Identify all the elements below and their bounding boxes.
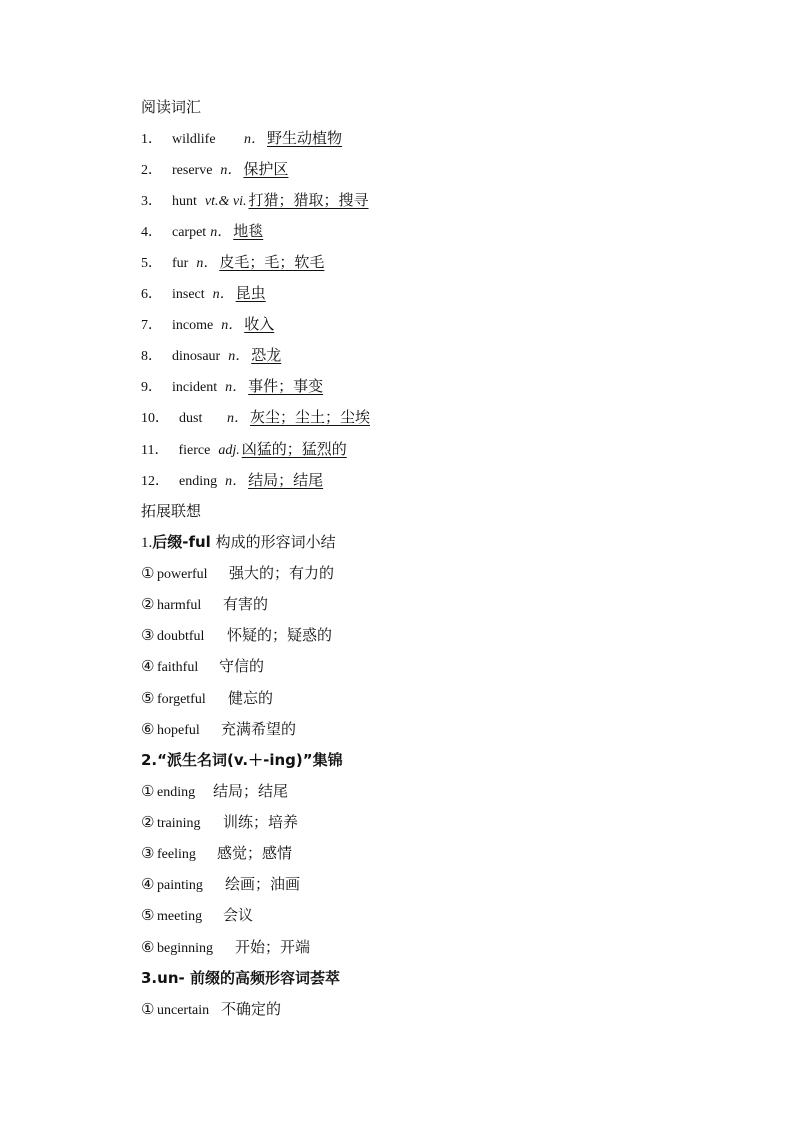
vocab-word: income (172, 318, 214, 333)
item-word: meeting (157, 909, 203, 924)
list-item (141, 654, 264, 678)
vocab-item (141, 343, 281, 367)
group-title-un: 3.un- 前缀的高频形容词荟萃 (141, 969, 340, 987)
vocab-word: wildlife (172, 132, 216, 147)
vocab-word: dinosaur (172, 349, 221, 364)
item-marker: ② (141, 595, 155, 613)
section-title-extension: 拓展联想 (141, 502, 202, 520)
vocab-number: 12． (141, 474, 169, 489)
list-item (141, 841, 292, 865)
item-definition: 训练；培养 (223, 813, 299, 831)
item-definition: 健忘的 (228, 689, 274, 707)
vocab-number: 11． (141, 443, 169, 458)
vocab-pos: n． (196, 256, 218, 271)
vocab-word: fur (172, 256, 189, 271)
item-marker: ② (141, 813, 155, 831)
list-item (141, 561, 334, 585)
list-item (141, 686, 273, 710)
vocab-item (141, 126, 342, 150)
vocab-number: 3． (141, 194, 162, 209)
vocab-number: 8． (141, 349, 162, 364)
vocab-number: 1． (141, 132, 162, 147)
vocab-number: 5． (141, 256, 162, 271)
list-item (141, 872, 300, 896)
item-word: harmful (157, 598, 202, 613)
vocab-number: 10． (141, 411, 169, 426)
vocab-item (141, 281, 266, 305)
vocab-item (141, 468, 323, 492)
item-word: powerful (157, 567, 208, 582)
vocab-definition: 地毯 (233, 222, 264, 240)
vocab-item (141, 374, 323, 398)
vocab-item (141, 219, 263, 243)
list-item (141, 592, 268, 616)
vocab-word: ending (179, 474, 218, 489)
vocab-pos: n． (220, 163, 242, 178)
item-word: faithful (157, 660, 199, 675)
vocab-pos: n． (221, 318, 243, 333)
vocab-pos: n． (212, 287, 234, 302)
list-item (141, 717, 296, 741)
vocab-number: 7． (141, 318, 162, 333)
item-definition: 强大的；有力的 (229, 564, 335, 582)
item-marker: ① (141, 1000, 155, 1018)
item-definition: 怀疑的；疑惑的 (227, 626, 333, 644)
vocab-pos: n． (244, 132, 265, 147)
vocab-definition: 保护区 (243, 160, 289, 178)
vocab-pos: n． (225, 380, 247, 395)
item-definition: 绘画；油画 (225, 875, 301, 893)
item-marker: ④ (141, 875, 155, 893)
vocab-definition: 凶猛的；猛烈的 (241, 440, 347, 458)
item-marker: ① (141, 564, 155, 582)
vocab-number: 9． (141, 380, 162, 395)
group-title-bold: 后缀-ful (152, 533, 211, 551)
vocab-pos: n． (228, 349, 250, 364)
list-item (141, 997, 281, 1021)
vocab-definition: 结局；结尾 (248, 471, 324, 489)
vocab-word: dust (179, 411, 203, 426)
item-word: training (157, 816, 201, 831)
item-word: painting (157, 878, 203, 893)
item-marker: ④ (141, 657, 155, 675)
item-definition: 结局；结尾 (213, 782, 289, 800)
vocab-definition: 事件；事变 (248, 377, 324, 395)
vocab-item (141, 405, 370, 429)
item-marker: ⑥ (141, 938, 155, 956)
vocab-number: 2． (141, 163, 162, 178)
vocab-word: hunt (172, 194, 197, 209)
list-item (141, 623, 332, 647)
item-word: uncertain (157, 1003, 210, 1018)
vocab-definition: 野生动植物 (267, 129, 343, 147)
item-definition: 有害的 (223, 595, 269, 613)
vocab-word: reserve (172, 163, 213, 178)
item-definition: 守信的 (219, 657, 265, 675)
group-title-ful (141, 530, 336, 554)
vocab-pos: n． (225, 474, 247, 489)
list-item (141, 779, 288, 803)
vocab-definition: 恐龙 (251, 346, 282, 364)
vocab-word: incident (172, 380, 218, 395)
vocab-item (141, 437, 347, 461)
item-marker: ⑤ (141, 689, 155, 707)
list-item (141, 935, 310, 959)
vocab-word: insect (172, 287, 205, 302)
item-marker: ⑤ (141, 906, 155, 924)
group-title-prefix: 1. (141, 535, 153, 551)
vocab-item (141, 157, 288, 181)
vocab-definition: 打猎；猎取；搜寻 (248, 191, 369, 209)
item-marker: ⑥ (141, 720, 155, 738)
item-definition: 不确定的 (221, 1000, 282, 1018)
item-marker: ③ (141, 844, 155, 862)
item-definition: 会议 (223, 906, 254, 924)
item-marker: ① (141, 782, 155, 800)
vocab-definition: 收入 (244, 315, 275, 333)
item-marker: ③ (141, 626, 155, 644)
vocab-item (141, 250, 324, 274)
item-word: doubtful (157, 629, 205, 644)
vocab-pos: adj. (218, 443, 240, 458)
vocab-definition: 灰尘；尘土；尘埃 (250, 408, 371, 426)
item-definition: 充满希望的 (221, 720, 297, 738)
group-title-rest: 构成的形容词小结 (210, 533, 336, 551)
vocab-pos: n． (227, 411, 248, 426)
item-definition: 开始；开端 (235, 938, 311, 956)
vocab-number: 6． (141, 287, 162, 302)
vocab-number: 4． (141, 225, 162, 240)
item-word: hopeful (157, 723, 200, 738)
section-title-reading-vocab: 阅读词汇 (141, 98, 202, 116)
item-word: feeling (157, 847, 196, 862)
vocab-item (141, 188, 369, 212)
vocab-pos: n． (210, 225, 232, 240)
item-definition: 感觉；感情 (217, 844, 293, 862)
list-item (141, 810, 298, 834)
vocab-definition: 皮毛；毛；软毛 (219, 253, 325, 271)
vocab-word: carpet (172, 225, 207, 240)
group-title-ing: 2.“派生名词(v.＋-ing)”集锦 (141, 751, 343, 769)
vocab-word: fierce (178, 443, 211, 458)
item-word: beginning (157, 941, 213, 956)
item-word: ending (157, 785, 196, 800)
vocab-pos: vt.& vi. (204, 194, 247, 209)
vocab-definition: 昆虫 (235, 284, 266, 302)
item-word: forgetful (157, 692, 206, 707)
list-item (141, 903, 253, 927)
vocab-item (141, 312, 274, 336)
